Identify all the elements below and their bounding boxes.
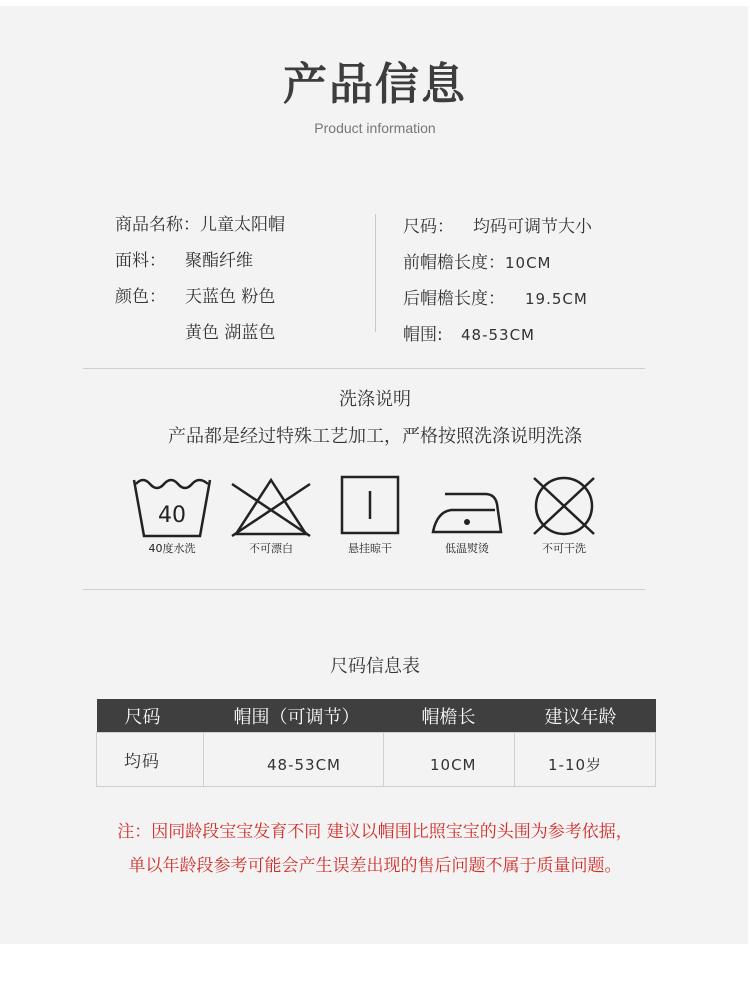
wash-40-icon (130, 474, 214, 538)
care-item-low-iron (417, 474, 517, 556)
page-subtitle: Product information (314, 120, 436, 136)
care-label-no-bleach: 不可漂白 (249, 542, 293, 555)
table-row (97, 733, 656, 787)
material-value: 聚酯纤维 (185, 251, 253, 271)
color-value-2: 黄色 湖蓝色 (185, 323, 276, 343)
no-bleach-icon (226, 474, 316, 538)
header-size: 尺码 (97, 699, 204, 733)
header-age: 建议年龄 (515, 699, 656, 733)
product-name-value: 儿童太阳帽 (200, 215, 285, 235)
section-divider-bottom (83, 589, 645, 590)
header-brim-length: 帽檐长 (384, 699, 515, 733)
care-label-no-dry-clean: 不可干洗 (542, 542, 586, 555)
size-value: 均码可调节大小 (473, 217, 592, 237)
note-line-2: 单以年龄段参考可能会产生误差出现的售后问题不属于质量问题。 (128, 856, 622, 876)
care-item-wash (122, 474, 222, 556)
size-table-title: 尺码信息表 (330, 656, 420, 677)
cell-brim-length: 10CM (384, 733, 515, 787)
note-line-1: 注：因同龄段宝宝发育不同 建议以帽围比照宝宝的头围为参考依据， (117, 822, 633, 842)
back-brim-value: 19.5CM (525, 290, 588, 308)
low-iron-icon (429, 474, 505, 538)
care-label-hang-dry: 悬挂晾干 (348, 542, 392, 555)
material-row (115, 246, 253, 271)
wash-temp-text: 40 (158, 503, 186, 528)
page-title: 产品信息 (283, 59, 467, 110)
circumference-value: 48-53CM (461, 326, 536, 344)
color-value-1: 天蓝色 粉色 (185, 287, 276, 307)
header-circumference: 帽围（可调节） (204, 699, 384, 733)
product-name-label: 商品名称： (115, 215, 200, 235)
color-label: 颜色： (115, 287, 166, 307)
front-brim-row (403, 248, 552, 273)
size-table (96, 699, 656, 787)
circumference-row (403, 320, 535, 345)
material-label: 面料： (115, 251, 166, 271)
back-brim-label: 后帽檐长度： (403, 289, 505, 309)
section-divider-top (83, 368, 645, 369)
size-label: 尺码： (403, 217, 454, 237)
care-item-hang-dry (320, 474, 420, 556)
size-table-header (97, 699, 656, 733)
color-row (115, 282, 275, 307)
color-row-2 (185, 318, 275, 343)
size-row (403, 212, 592, 237)
care-label-wash: 40度水洗 (148, 542, 196, 555)
hang-dry-icon (339, 474, 401, 538)
care-item-no-dry-clean (514, 474, 614, 556)
back-brim-row (403, 284, 588, 309)
front-brim-value: 10CM (505, 254, 552, 272)
cell-age: 1-10岁 (515, 733, 656, 787)
info-divider (375, 214, 376, 332)
no-dry-clean-icon (528, 474, 600, 538)
care-title: 洗涤说明 (339, 389, 411, 410)
care-label-low-iron: 低温熨烫 (445, 542, 489, 555)
care-item-no-bleach (221, 474, 321, 556)
front-brim-label: 前帽檐长度： (403, 253, 505, 273)
cell-circumference: 48-53CM (204, 733, 384, 787)
care-description: 产品都是经过特殊工艺加工，严格按照洗涤说明洗涤 (168, 426, 582, 447)
cell-size: 均码 (97, 733, 204, 787)
product-name-row (115, 210, 285, 235)
circumference-label: 帽围: (403, 325, 443, 345)
